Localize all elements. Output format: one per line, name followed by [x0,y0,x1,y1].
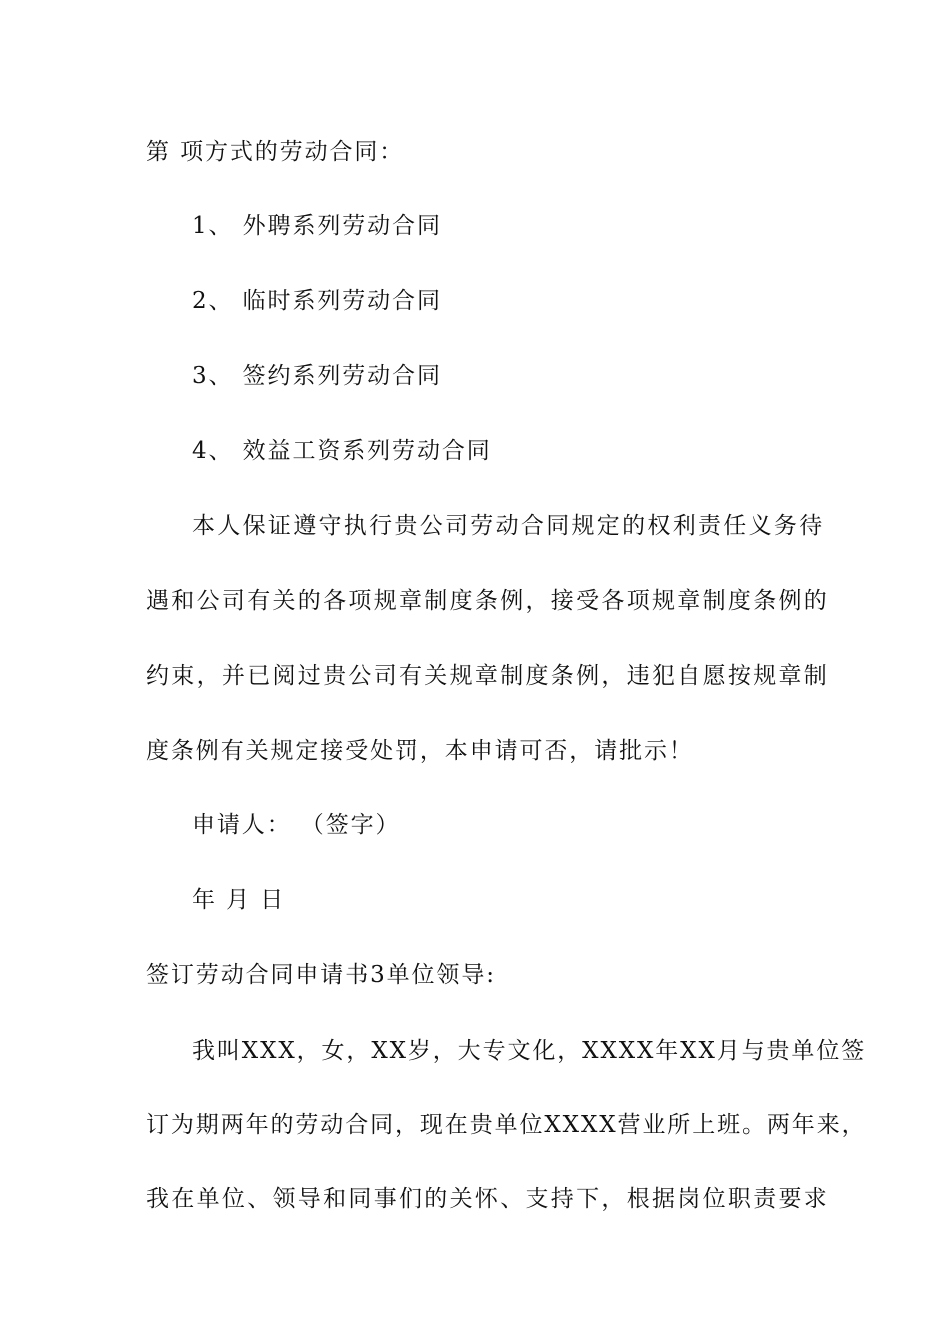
date-line: 年 月 日 [192,887,286,913]
letter-heading: 签订劳动合同申请书3单位领导: [146,962,496,988]
paragraph-line: 遇和公司有关的各项规章制度条例，接受各项规章制度条例的 [146,588,830,614]
paragraph-line: 订为期两年的劳动合同，现在贵单位XXXX营业所上班。两年来， [146,1112,867,1138]
paragraph-line: 约束，并已阅过贵公司有关规章制度条例，违犯自愿按规章制 [146,663,830,689]
list-item-2: 2、 临时系列劳动合同 [192,288,442,314]
section-heading: 第 项方式的劳动合同： [146,139,405,165]
list-item-3: 3、 签约系列劳动合同 [192,363,442,389]
list-item-1: 1、 外聘系列劳动合同 [192,213,442,239]
paragraph-line: 度条例有关规定接受处罚，本申请可否，请批示！ [146,738,694,764]
applicant-signature-line: 申请人： （签字） [192,812,401,838]
paragraph-line: 本人保证遵守执行贵公司劳动合同规定的权利责任义务待 [192,513,825,539]
paragraph-line: 我在单位、领导和同事们的关怀、支持下，根据岗位职责要求 [146,1186,830,1212]
paragraph-line: 我叫XXX，女，XX岁，大专文化，XXXX年XX月与贵单位签 [192,1038,867,1064]
list-item-4: 4、 效益工资系列劳动合同 [192,438,492,464]
